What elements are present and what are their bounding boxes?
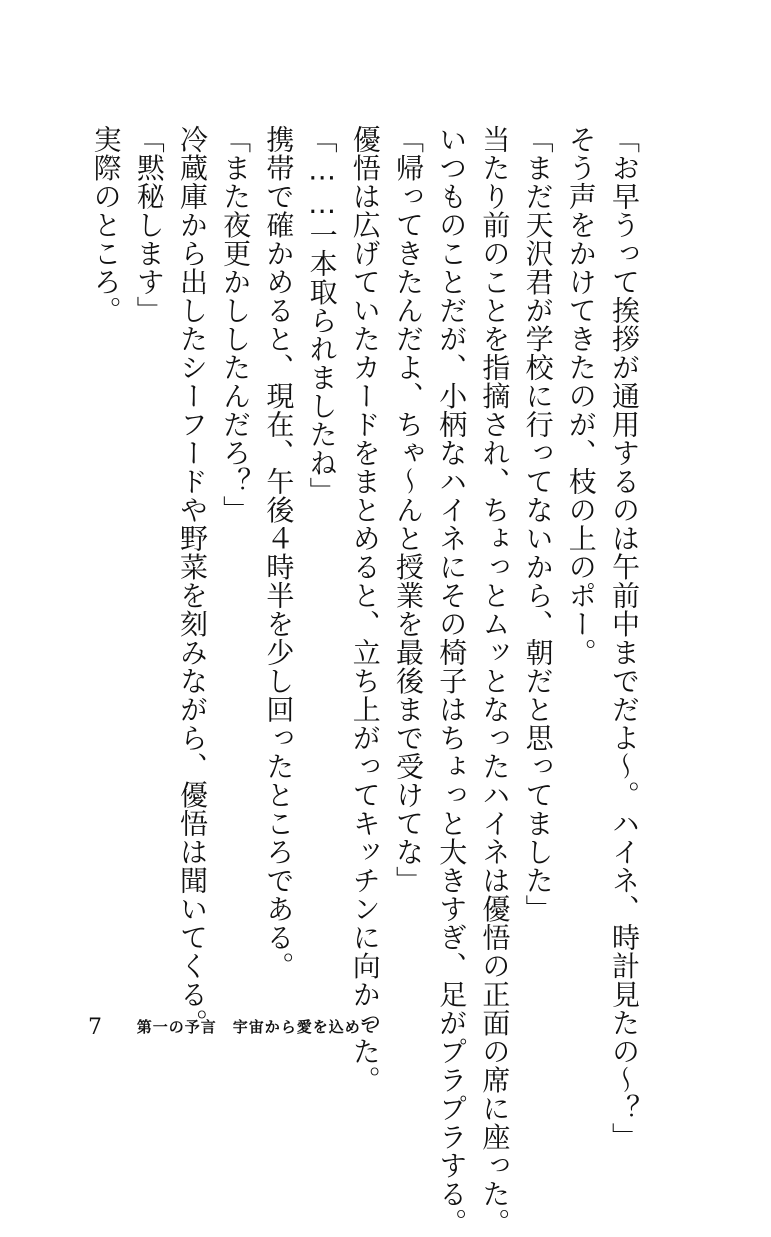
text-line-3: 「まだ天沢君が学校に行ってないから、朝だと思ってました」 bbox=[521, 125, 555, 923]
chapter-title: 第一の予言 宇宙から愛を込めて bbox=[136, 1018, 377, 1036]
text-line-9: 携帯で確かめると、現在、午後４時半を少し回ったところである。 bbox=[262, 125, 296, 980]
text-line-8: 「……一本取られましたね」 bbox=[305, 125, 339, 506]
text-line-2: そう声をかけてきたのが、枝の上のポー。 bbox=[564, 125, 598, 667]
page-footer bbox=[88, 1015, 377, 1040]
text-line-11: 冷蔵庫から出したシーフードや野菜を刻みながら、優悟は聞いてくる。 bbox=[175, 125, 209, 1037]
text-line-7: 優悟は広げていたカードをまとめると、立ち上がってキッチンに向かった。 bbox=[348, 125, 382, 1094]
text-line-10: 「また夜更かししたんだろ？」 bbox=[219, 125, 253, 524]
text-line-12: 「黙秘します」 bbox=[132, 125, 166, 325]
vertical-text-body bbox=[84, 125, 646, 1237]
text-line-13: 実際のところ。 bbox=[89, 125, 123, 325]
page-number: 7 bbox=[88, 1015, 102, 1040]
text-line-5: いつものことだが、小柄なハイネにその椅子はちょっと大きすぎ、足がプラプラする。 bbox=[435, 125, 469, 1237]
text-line-6: 「帰ってきたんだよ、ちゃ～んと授業を最後まで受けてな」 bbox=[391, 125, 425, 895]
text-line-4: 当たり前のことを指摘され、ちょっとムッとなったハイネは優悟の正面の席に座った。 bbox=[478, 125, 512, 1237]
text-line-1: 「お早うって挨拶が通用するのは午前中までだよ～。ハイネ、時計見たの～？」 bbox=[608, 125, 641, 1151]
